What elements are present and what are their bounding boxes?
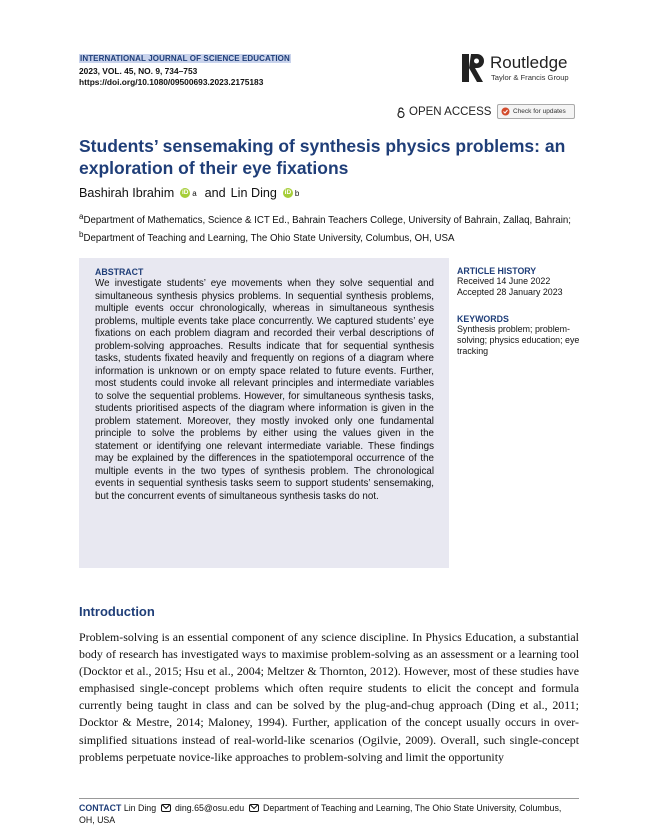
contact-footer (79, 802, 579, 826)
keywords-heading: KEYWORDS (457, 314, 509, 324)
affiliation-sup: a (79, 212, 84, 221)
open-lock-icon (397, 107, 405, 118)
open-access-label (397, 106, 491, 118)
abstract-heading: ABSTRACT (95, 267, 144, 277)
orcid-icon[interactable]: iD (181, 189, 189, 196)
routledge-r-icon (462, 54, 484, 82)
check-updates-text: Check for updates (513, 108, 566, 115)
received-date: Received 14 June 2022 (457, 276, 551, 286)
journal-name: INTERNATIONAL JOURNAL OF SCIENCE EDUCATION (80, 54, 290, 63)
author-list (79, 186, 299, 200)
check-for-updates-button[interactable] (497, 104, 575, 119)
publisher-subtitle: Taylor & Francis Group (491, 73, 569, 82)
article-history (457, 266, 587, 298)
author-joiner: and (204, 186, 226, 200)
address-icon (249, 804, 259, 812)
doi-link[interactable]: https://doi.org/10.1080/09500693.2023.2175183 (79, 77, 264, 87)
email-icon (161, 804, 171, 812)
contact-label: CONTACT (79, 803, 122, 813)
introduction-paragraph: Problem-solving is an essential component of any science discipline. In Physics Education, a substantial body of research has investigated ways to maximise problem-solving as an assessment or a learning tool (Docktor et al., 2015; Hsu et al., 2004; Meltzer & Thornton, 2012). However, most of these studies have emphasised single-concept problems which often require students to elicit the concept and formula currently being taught in class and can be solved by the plug-and-chug approach (Ding et al., 2011; Docktor & Mestre, 2014; Maloney, 1994). Further, application of the concept usually occurs in over-simplified situations instead of real-world-like scenarios (Ogilvie, 2009). Overall, such single-concept problems perpetuate novice-like approaches to problem-solving and limit the opportunity (79, 630, 579, 764)
affiliation-a: Department of Mathematics, Science & ICT Ed., Bahrain Teachers College, University of Bahrain, Zallaq, Bahrain; (83, 215, 571, 227)
affiliation-sup: b (79, 230, 84, 240)
author-affil-sup: a (192, 188, 197, 198)
section-heading-introduction: Introduction (79, 604, 155, 619)
keywords-text: Synthesis problem; problem-solving; physics education; eye tracking (457, 324, 580, 356)
check-updates-icon (501, 107, 510, 116)
author-name[interactable]: Lin Ding (230, 186, 277, 200)
accepted-date: Accepted 28 January 2023 (457, 287, 563, 297)
open-access-text: OPEN ACCESS (409, 106, 492, 118)
footer-divider (79, 798, 579, 799)
affiliation-b: Department of Teaching and Learning, The Ohio State University, Columbus, OH, USA (83, 233, 455, 245)
publisher-name: Routledge (490, 53, 568, 72)
orcid-icon[interactable]: iD (284, 189, 292, 196)
keywords (457, 314, 587, 357)
abstract-text: We investigate students’ eye movements when they solve sequential and simultaneous synthesis physics problems. In sequential synthesis problems, multiple events occur chronologically, whereas in simultaneous synthesis problems, multiple events take place concurrently. We captured students’ eye fixations on each problem diagram and recorded their verbal descriptions of problem-solving approaches. Results indicate that for sequential synthesis tasks, students fixated heavily and frequently on regions of a diagram where information is unknown or on empty space related to future events. Further, most students could invoke all relevant principles and intermediate variables to solve the sequential problems. However, for simultaneous synthesis tasks, students prioritised aspects of the diagram where information is given in the problem statement. Moreover, they mostly invoked only one fundamental principle to solve the problems by either using the values given in the statement or identifying one relevant intermediate variable. These findings may be explained by the differences in the spatiotemporal occurrence of the multiple events in the two types of synthesis problem. The chronological events in sequential synthesis tasks seem to support students’ sensemaking, but the concurrent events of simultaneous synthesis tasks do not. (95, 278, 434, 502)
affiliations (79, 210, 589, 246)
author-affil-sup: b (294, 188, 300, 198)
contact-name: Lin Ding (123, 803, 157, 813)
abstract-box (79, 258, 449, 568)
contact-address: Department of Teaching and Learning, The Ohio State University, Columbus, OH, USA (79, 803, 562, 825)
contact-email[interactable]: ding.65@osu.edu (175, 803, 245, 813)
journal-volume: 2023, VOL. 45, NO. 9, 734–753 (79, 66, 198, 76)
article-title: Students’ sensemaking of synthesis physics problems: an exploration of their eye fixations (79, 136, 566, 178)
author-name[interactable]: Bashirah Ibrahim (79, 186, 175, 200)
article-history-heading: ARTICLE HISTORY (457, 266, 537, 276)
